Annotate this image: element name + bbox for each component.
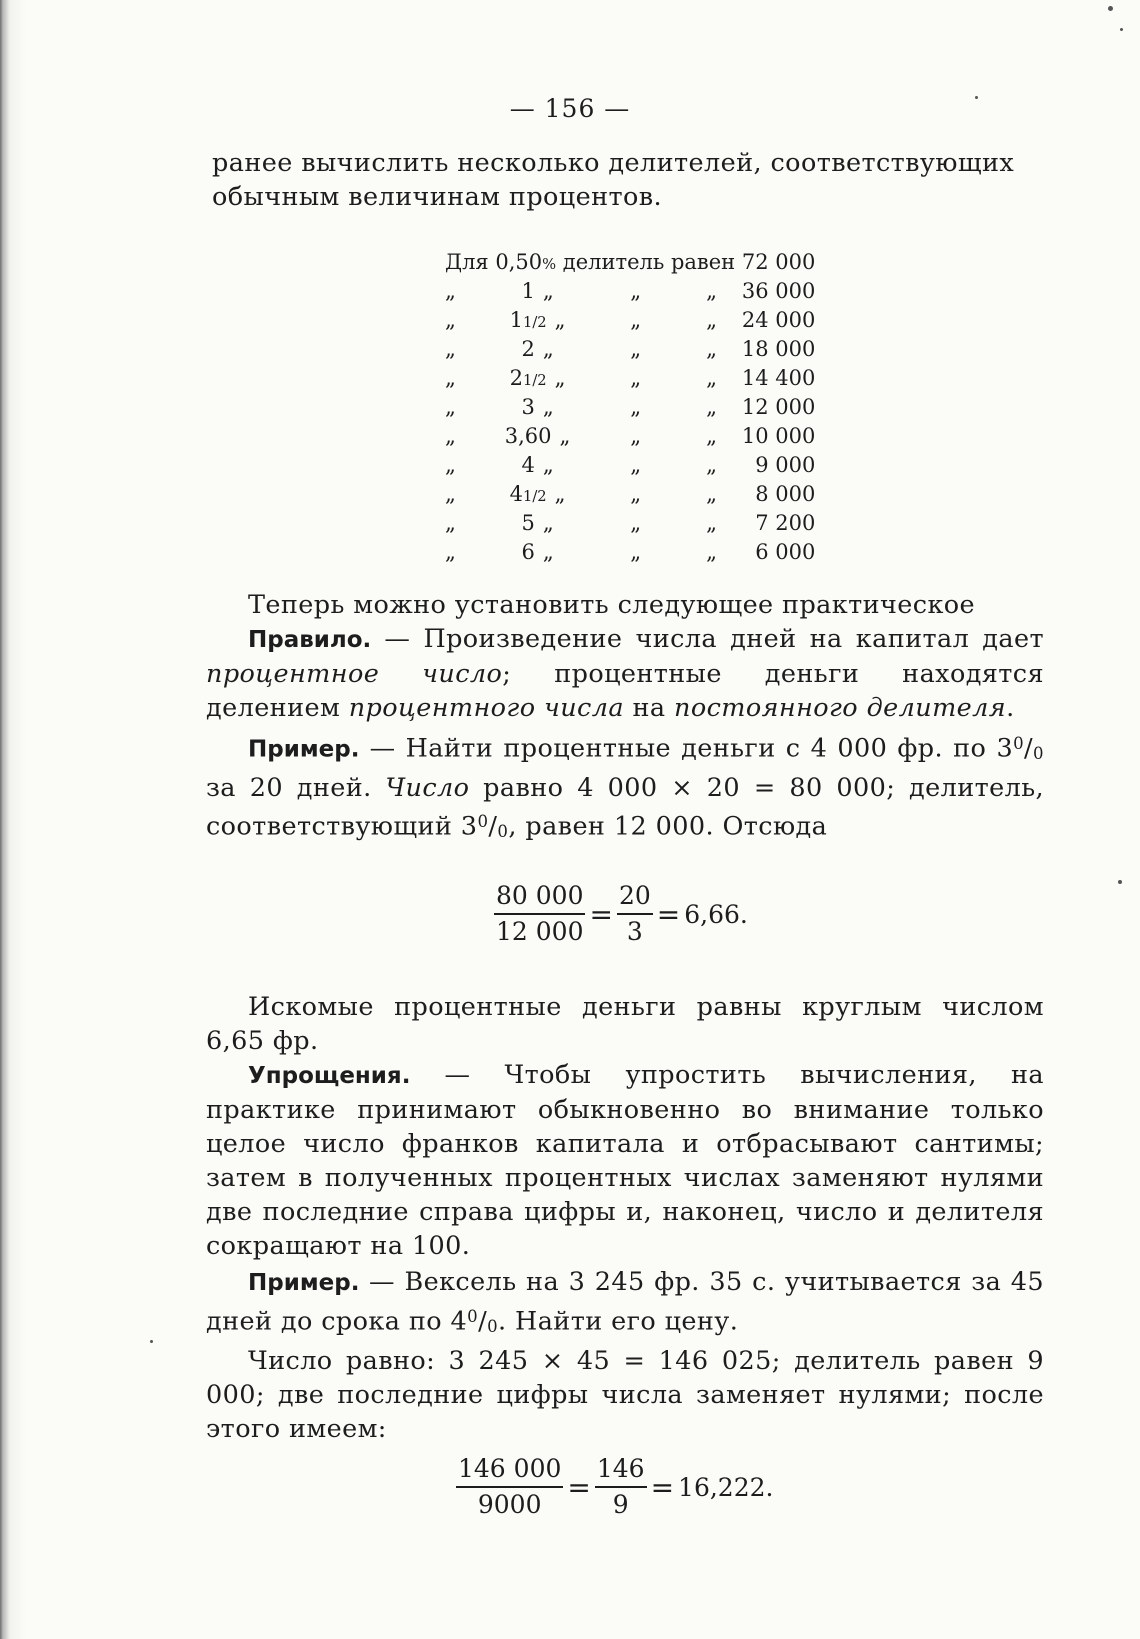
example1-text-4: , равен 12 000. Отсюда xyxy=(508,811,828,842)
equation1-fraction-1 xyxy=(494,881,585,947)
percent-value: 2 xyxy=(509,365,523,390)
table-header-percent-sign: % xyxy=(542,255,557,273)
example2-pct-slash: / xyxy=(478,1306,488,1337)
ditto-mark: „ xyxy=(445,394,456,419)
example1-pct2-sup: 0 xyxy=(477,811,489,831)
equation2-fraction-2 xyxy=(595,1454,647,1520)
table-row xyxy=(445,392,815,421)
example2-pct-sup: 0 xyxy=(467,1307,479,1326)
example1-title: Пример. xyxy=(248,736,360,763)
table-header-percent: 0,50 xyxy=(495,249,543,274)
scan-speck xyxy=(1108,6,1113,11)
table-row xyxy=(445,334,815,363)
rule-text-1: Произведение числа дней на капитал дает xyxy=(423,624,1045,654)
example1-dash: — xyxy=(359,733,406,764)
ditto-mark: „ xyxy=(706,278,718,303)
ditto-mark: „ xyxy=(630,452,642,477)
percent-cell xyxy=(494,479,581,508)
table-row xyxy=(445,421,815,450)
percent-value: 4 xyxy=(509,481,523,506)
ditto-mark: „ xyxy=(445,510,456,535)
ditto-mark: „ xyxy=(542,452,554,477)
intro-paragraph xyxy=(212,146,1042,214)
ditto-mark: „ xyxy=(630,510,642,535)
divisor-value: 12 000 xyxy=(741,394,816,419)
simplifications-dash: — xyxy=(410,1060,505,1090)
ditto-mark: „ xyxy=(706,394,718,419)
scanned-page-edge xyxy=(0,0,26,1639)
example1-pct-slash: / xyxy=(1024,733,1034,764)
table-header-label: делитель равен xyxy=(562,249,736,274)
percent-fraction: 1/2 xyxy=(523,487,547,505)
intro-line-2: обычным величинам процентов. xyxy=(212,182,663,212)
answer1-paragraph: Искомые процентные деньги равны круглым числом 6,65 фр. xyxy=(206,992,1044,1056)
example2-pct-sub: 0 xyxy=(487,1316,499,1336)
ditto-mark: „ xyxy=(445,307,456,332)
example1-pct-sup: 0 xyxy=(1013,734,1025,753)
intro-line-1: ранее вычислить несколько делителей, соответствующих xyxy=(212,148,1015,178)
rule-text-3: на xyxy=(623,693,674,723)
example1-pct2-sub: 0 xyxy=(497,821,509,841)
table-header-word: Для xyxy=(445,249,489,274)
equation1-fraction-2 xyxy=(617,881,653,947)
percent-value: 3 xyxy=(521,394,535,419)
page-number: — 156 — xyxy=(509,94,631,123)
ditto-mark: „ xyxy=(630,307,642,332)
ditto-mark: „ xyxy=(706,510,718,535)
percent-cell xyxy=(494,537,581,566)
rule-text-2: ; процентные деньги находятся делением xyxy=(206,659,1044,723)
divisor-table xyxy=(445,247,815,566)
body-section xyxy=(206,990,1044,1446)
percent-cell xyxy=(494,276,581,305)
table-row xyxy=(445,508,815,537)
equation-2 xyxy=(456,1454,773,1520)
scan-speck xyxy=(150,1340,153,1343)
equation2-numerator-1: 146 000 xyxy=(456,1454,563,1488)
percent-value: 3,60 xyxy=(504,423,552,448)
rule-paragraph xyxy=(206,622,1044,725)
ditto-mark: „ xyxy=(445,539,456,564)
equation2-numerator-2: 146 xyxy=(595,1454,647,1488)
ditto-mark: „ xyxy=(706,423,718,448)
ditto-mark: „ xyxy=(706,365,718,390)
percent-cell xyxy=(494,363,581,392)
ditto-mark: „ xyxy=(542,539,554,564)
percent-cell xyxy=(494,508,581,537)
rule-italic-1: процентное число xyxy=(206,659,503,689)
divisor-value: 8 000 xyxy=(755,481,816,506)
example2-title: Пример. xyxy=(248,1270,360,1296)
example2-calc-paragraph: Число равно: 3 245 × 45 = 146 025; делитель равен 9 000; две последние цифры числа заменяет нулями; после этого имеем: xyxy=(206,1345,1044,1444)
equation1-numerator-1: 80 000 xyxy=(494,881,585,915)
equation2-result: 16,222. xyxy=(678,1472,774,1502)
divisor-value: 9 000 xyxy=(755,452,816,477)
rule-italic-3: постоянного делителя xyxy=(674,693,1007,723)
example1-pct2-slash: / xyxy=(488,811,498,842)
ditto-mark: „ xyxy=(630,539,642,564)
equation1-equals-2: = xyxy=(656,897,681,931)
rule-section xyxy=(206,588,1044,849)
ditto-mark: „ xyxy=(630,423,642,448)
table-row xyxy=(445,363,815,392)
ditto-mark: „ xyxy=(706,539,718,564)
divisor-value: 36 000 xyxy=(741,278,816,303)
example1-text-3: равно 4 000 × 20 = 80 000; делитель, соответствующий 3 xyxy=(206,772,1044,842)
table-row xyxy=(445,276,815,305)
scan-speck xyxy=(1120,28,1123,31)
ditto-mark: „ xyxy=(542,394,554,419)
ditto-mark: „ xyxy=(554,307,566,332)
example1-text-1: Найти процентные деньги с 4 000 фр. по 3 xyxy=(405,733,1014,764)
percent-value: 4 xyxy=(521,452,535,477)
rule-intro: Теперь можно установить следующее практическое xyxy=(248,590,976,620)
equation2-fraction-1 xyxy=(456,1454,563,1520)
ditto-mark: „ xyxy=(559,423,571,448)
ditto-mark: „ xyxy=(542,278,554,303)
divisor-value: 24 000 xyxy=(741,307,816,332)
equation2-equals-2: = xyxy=(650,1470,675,1504)
example2-dash: — xyxy=(359,1267,405,1297)
scan-speck xyxy=(1118,880,1122,884)
example1-pct-sub: 0 xyxy=(1033,743,1044,763)
percent-cell xyxy=(494,334,581,363)
percent-fraction: 1/2 xyxy=(523,371,547,389)
example2-paragraph xyxy=(206,1265,1044,1344)
example2-text-2: . Найти его цену. xyxy=(498,1306,739,1337)
simplifications-title: Упрощения. xyxy=(248,1063,411,1089)
example1-paragraph xyxy=(206,727,1044,849)
ditto-mark: „ xyxy=(706,336,718,361)
percent-value: 6 xyxy=(521,539,535,564)
equation1-denominator-1: 12 000 xyxy=(496,917,584,946)
table-header-row xyxy=(445,247,815,276)
rule-dash: — xyxy=(371,624,424,654)
rule-title: Правило. xyxy=(248,627,372,653)
percent-cell xyxy=(494,305,581,334)
ditto-mark: „ xyxy=(706,307,718,332)
divisor-value: 7 200 xyxy=(755,510,816,535)
divisor-value: 14 400 xyxy=(741,365,816,390)
simplifications-text: Чтобы упростить вычисления, на практике принимают обыкновенно во внимание только целое число франков капитала и отбрасывают сантимы; затем в полученных процентных числах заменяют нулями две последние справа цифры и, наконец, число и делителя сокращают на 100. xyxy=(206,1060,1044,1261)
ditto-mark: „ xyxy=(630,365,642,390)
ditto-mark: „ xyxy=(542,336,554,361)
percent-cell xyxy=(494,392,581,421)
ditto-mark: „ xyxy=(542,510,554,535)
ditto-mark: „ xyxy=(445,452,456,477)
ditto-mark: „ xyxy=(445,365,456,390)
ditto-mark: „ xyxy=(630,278,642,303)
example1-text-2: за 20 дней. xyxy=(206,772,386,803)
divisor-value: 10 000 xyxy=(741,423,816,448)
table-row xyxy=(445,537,815,566)
equation1-result: 6,66. xyxy=(684,899,748,929)
divisor-value: 6 000 xyxy=(755,539,816,564)
ditto-mark: „ xyxy=(554,365,566,390)
divisor-value: 18 000 xyxy=(741,336,816,361)
simplifications-paragraph xyxy=(206,1058,1044,1263)
equation2-denominator-1: 9000 xyxy=(477,1490,542,1519)
equation1-equals-1: = xyxy=(589,897,613,931)
ditto-mark: „ xyxy=(706,481,718,506)
table-row xyxy=(445,450,815,479)
equation1-numerator-2: 20 xyxy=(617,881,653,915)
ditto-mark: „ xyxy=(554,481,566,506)
percent-fraction: 1/2 xyxy=(523,313,547,331)
ditto-mark: „ xyxy=(445,481,456,506)
rule-italic-2: процентного числа xyxy=(348,693,624,723)
equation2-equals-1: = xyxy=(567,1470,591,1504)
equation1-denominator-2: 3 xyxy=(626,917,643,946)
percent-cell xyxy=(494,450,581,479)
table-row xyxy=(445,305,815,334)
ditto-mark: „ xyxy=(630,394,642,419)
percent-value: 1 xyxy=(509,307,523,332)
ditto-mark: „ xyxy=(630,481,642,506)
ditto-mark: „ xyxy=(445,278,456,303)
example2-text-1: Вексель на 3 245 фр. 35 с. учитывается за 45 дней до срока по 4 xyxy=(206,1267,1044,1337)
table-row xyxy=(445,479,815,508)
percent-cell xyxy=(494,421,581,450)
ditto-mark: „ xyxy=(706,452,718,477)
ditto-mark: „ xyxy=(630,336,642,361)
table-header-value: 72 000 xyxy=(741,249,816,274)
example1-italic: Число xyxy=(385,772,470,803)
equation2-denominator-2: 9 xyxy=(612,1490,629,1519)
rule-text-4: . xyxy=(1006,693,1015,723)
equation-1 xyxy=(494,881,748,947)
ditto-mark: „ xyxy=(445,336,456,361)
ditto-mark: „ xyxy=(445,423,456,448)
percent-value: 1 xyxy=(521,278,535,303)
percent-value: 2 xyxy=(521,336,535,361)
percent-value: 5 xyxy=(521,510,535,535)
